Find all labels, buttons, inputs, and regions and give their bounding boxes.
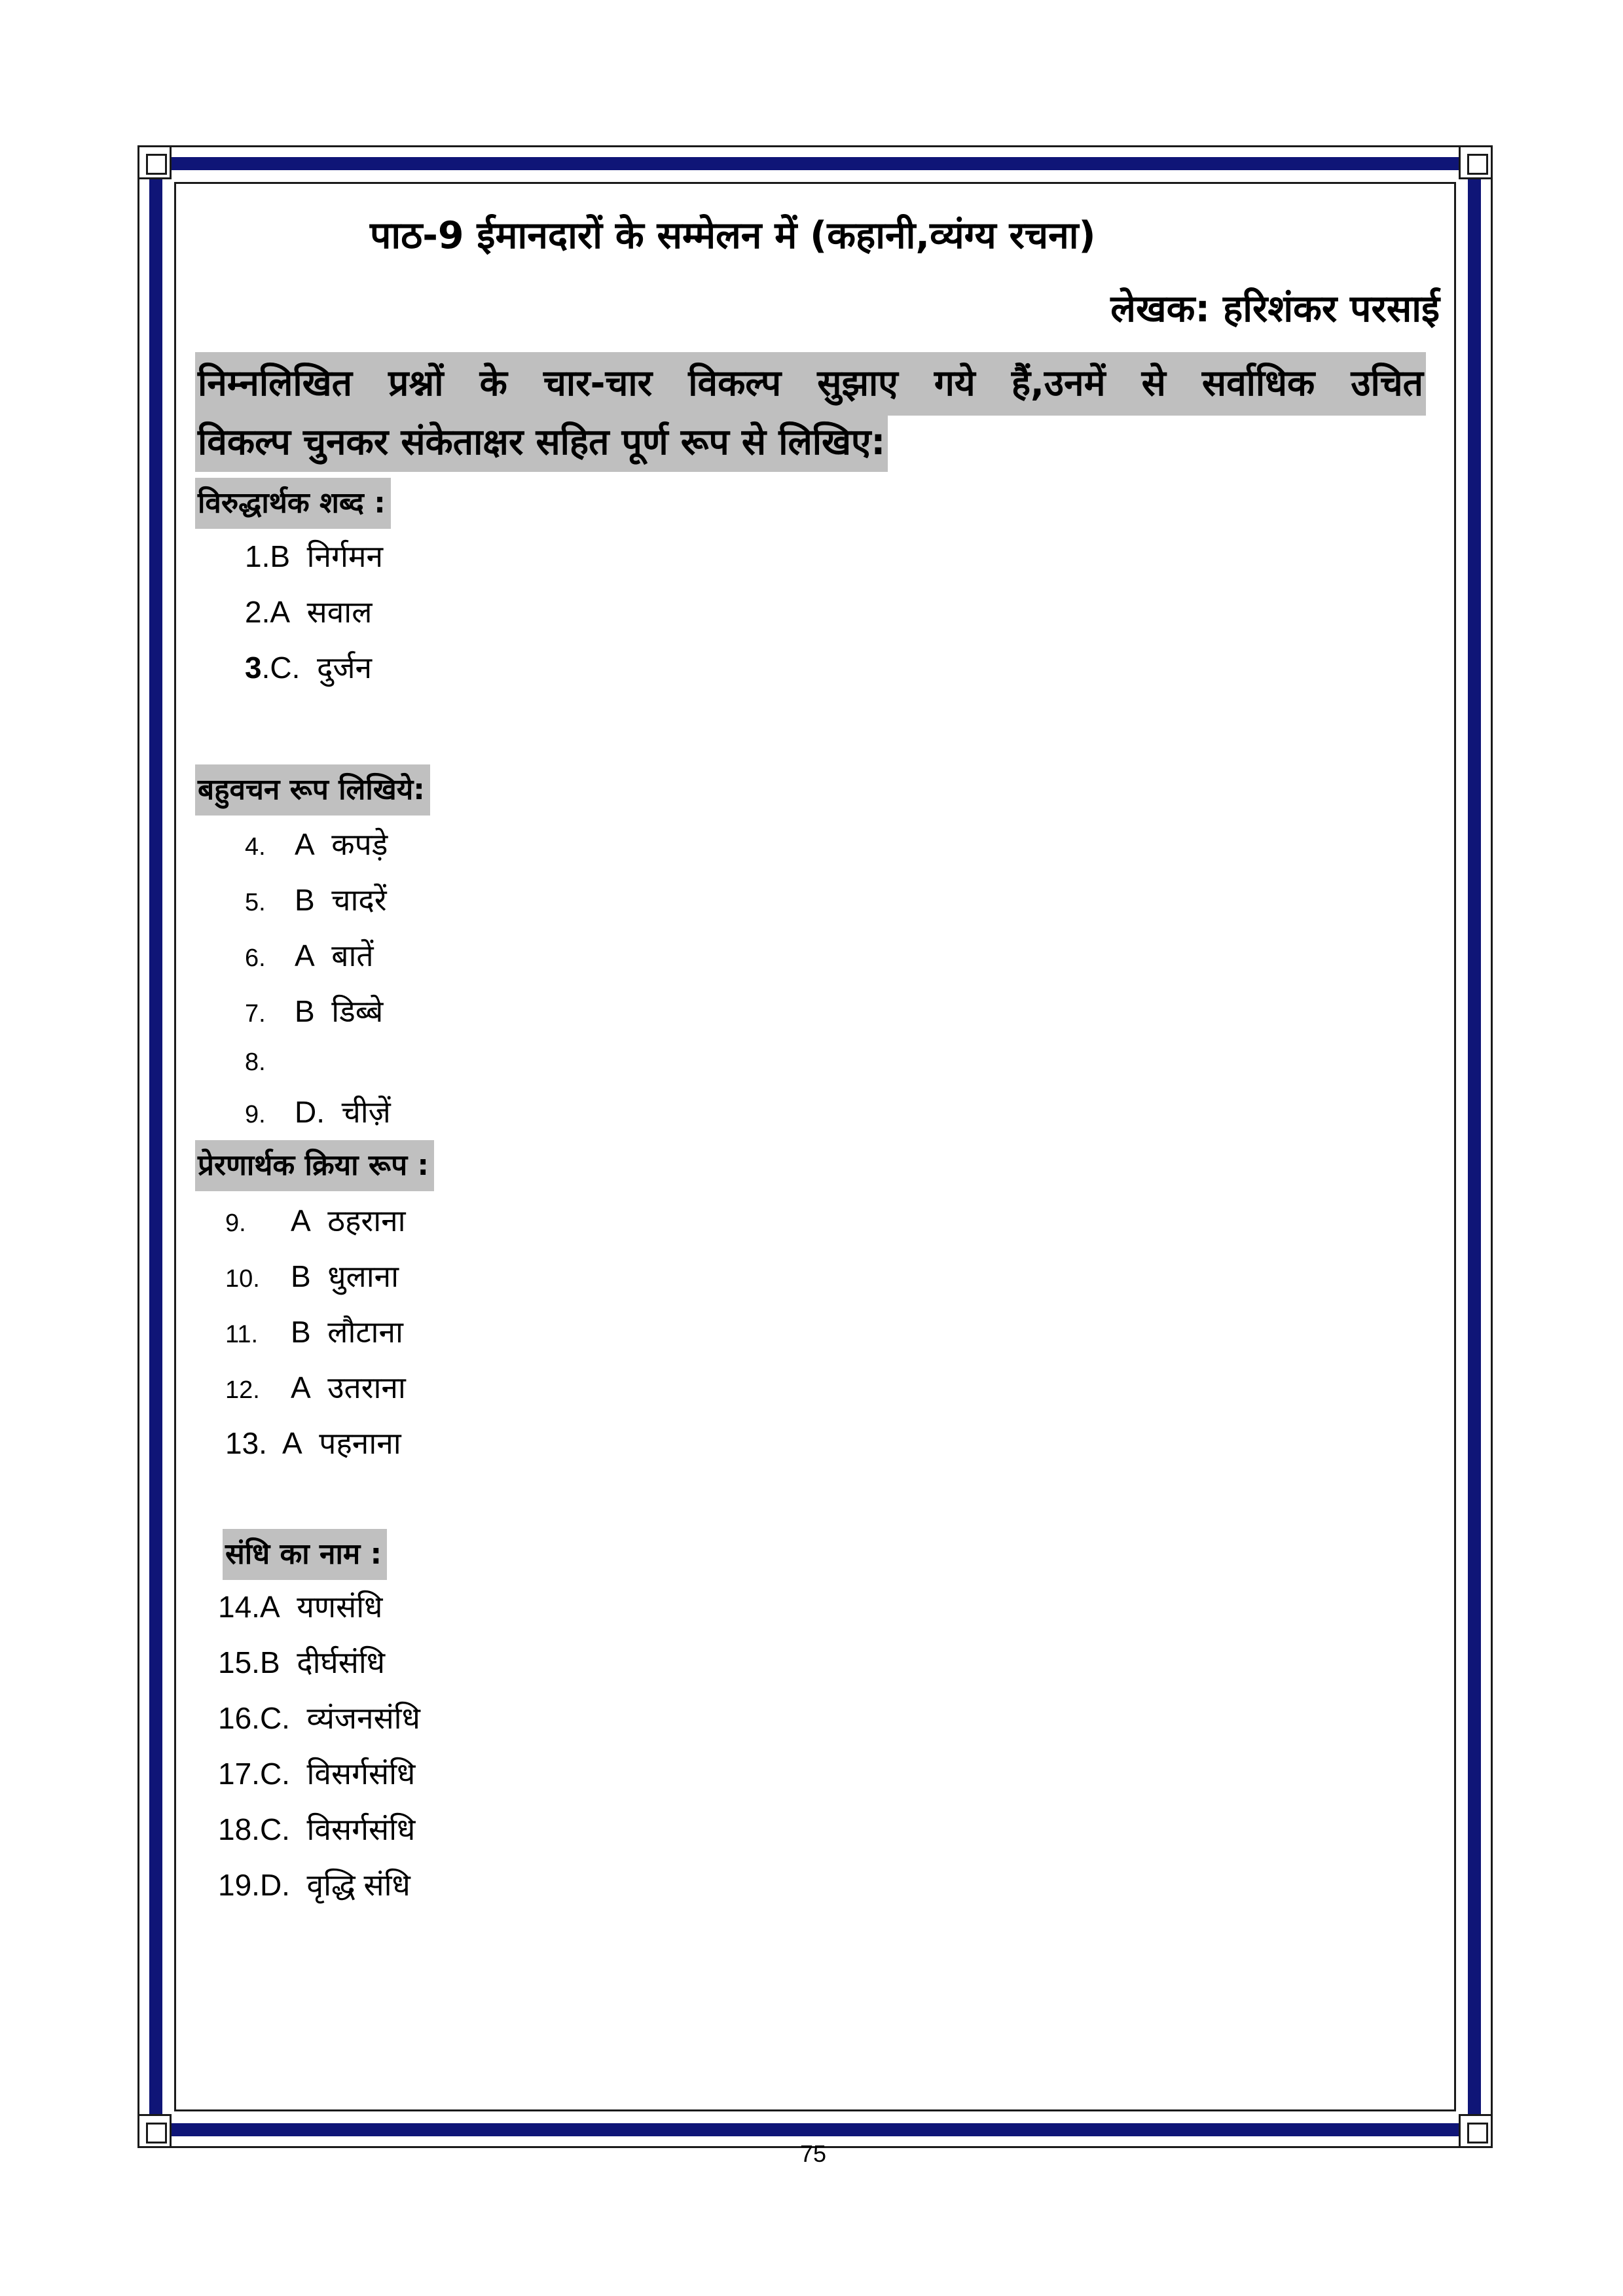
list-item: 17.C. विसर्गसंधि — [218, 1757, 416, 1791]
instruction-line-1: निम्नलिखित प्रश्नों के चार-चार विकल्प सुझाए गये हैं,उनमें से सर्वाधिक उचित — [195, 352, 1426, 416]
list-item: 9. D. चीज़ें — [245, 1095, 391, 1129]
list-item: 15.B दीर्घसंधि — [218, 1645, 386, 1679]
list-item: 1.B निर्गमन — [245, 539, 383, 573]
list-item: 4. A कपड़े — [245, 827, 388, 861]
list-item: 6. A बातें — [245, 939, 374, 973]
section-heading-sandhi: संधि का नाम : — [223, 1529, 387, 1580]
list-item: 2.A सवाल — [245, 595, 373, 629]
corner-ornament — [137, 145, 172, 179]
page-number: 75 — [800, 2140, 827, 2167]
list-item: 13. A पहनाना — [225, 1426, 401, 1460]
corner-ornament — [137, 2114, 172, 2148]
instruction-line-2: विकल्प चुनकर संकेताक्षर सहित पूर्ण रूप से लिखिए: — [195, 416, 888, 465]
list-item: 5. B चादरें — [245, 883, 387, 917]
list-item: 7. B डिब्बे — [245, 994, 384, 1028]
list-item: 12. A उतराना — [225, 1371, 406, 1405]
list-item: 14.A यणसंधि — [218, 1590, 383, 1624]
corner-ornament — [1459, 2114, 1493, 2148]
author-line: लेखक: हरिशंकर परसाई — [1110, 287, 1440, 331]
section-heading-prernarthak: प्रेरणार्थक क्रिया रूप : — [195, 1140, 434, 1191]
list-item: 19.D. वृद्धि संधि — [218, 1868, 410, 1902]
section-heading-viruddharthak: विरुद्धार्थक शब्द : — [195, 478, 391, 529]
list-item: 18.C. विसर्गसंधि — [218, 1812, 416, 1846]
list-item: 8. — [245, 1049, 266, 1076]
list-item: 16.C. व्यंजनसंधि — [218, 1701, 420, 1735]
list-item: 9. A ठहराना — [225, 1204, 406, 1238]
list-item: 10. B धुलाना — [225, 1259, 399, 1293]
section-heading-bahuvachan: बहुवचन रूप लिखिये: — [195, 764, 430, 816]
list-item: 11. B लौटाना — [225, 1315, 403, 1349]
list-item: 3.C. दुर्जन — [245, 651, 373, 685]
corner-ornament — [1459, 145, 1493, 179]
page-title: पाठ-9 ईमानदारों के सम्मेलन में (कहानी,व्यंग्य रचना) — [370, 214, 1096, 257]
